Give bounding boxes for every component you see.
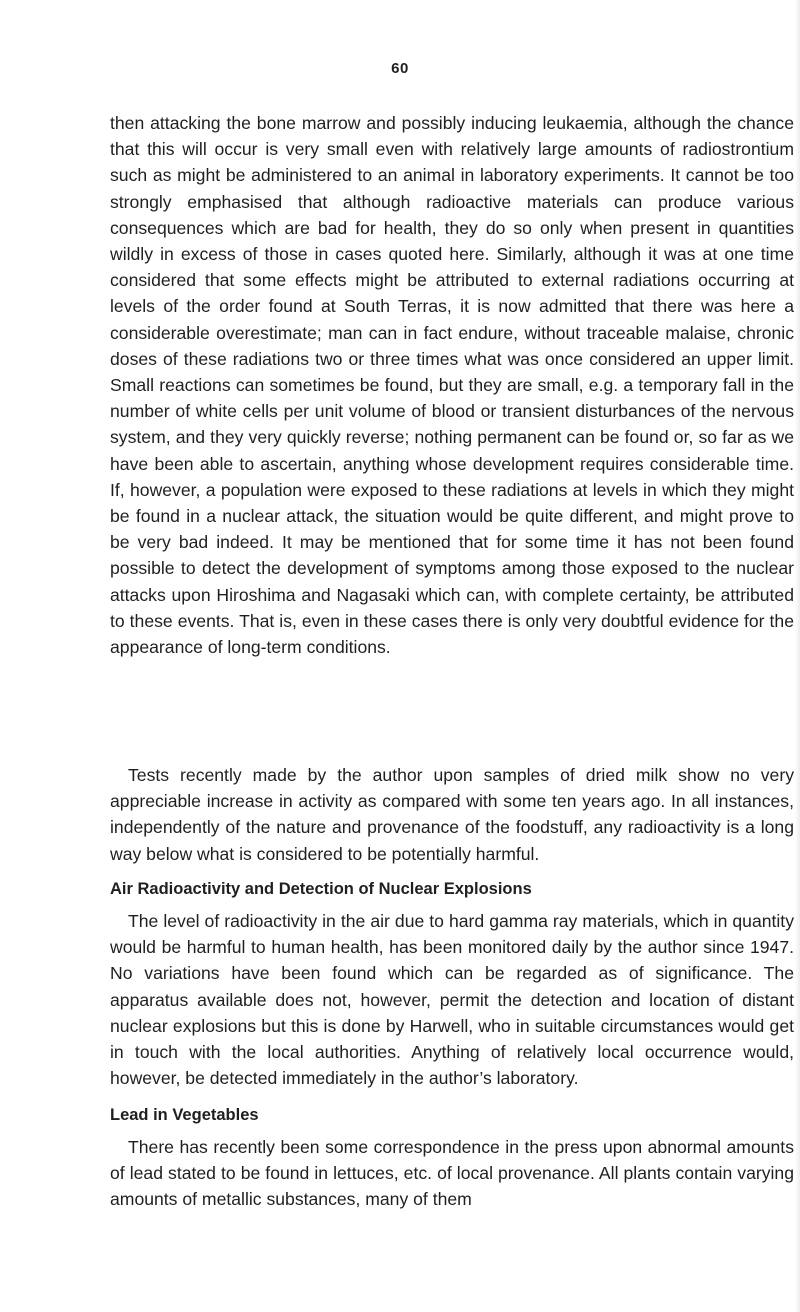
page-number: 60	[391, 60, 409, 77]
body-paragraph: Tests recently made by the author upon samples of dried milk show no very appreciable increase in activity as compared with some ten years ago. In all instances, independently of the nature and provenance of the foodstuff, any radioactivity is a long way below what is considered to be potentially harmful.	[110, 765, 794, 864]
section-heading: Lead in Vegetables	[110, 1106, 259, 1124]
page-edge-shadow	[795, 0, 800, 1312]
body-paragraph: then attacking the bone marrow and possibly inducing leukaemia, although the chance that this will occur is very small even with relatively large amounts of radiostrontium such as might be administered to an animal in laboratory experiments. It cannot be too strongly emphasised that although radioactive materials can produce various consequences which are bad for health, they do so only when present in quantities wildly in excess of those in cases quoted here. Similarly, although it was at one time considered that some effects might be attributed to external radiations occurring at levels of the order found at South Terras, it is now admitted that there was here a considerable overestimate; man can in fact endure, without traceable malaise, chronic doses of these radiations two or three times what was once considered an upper limit. Small reactions can sometimes be found, but they are small, e.g. a temporary fall in the number of white cells per unit volume of blood or transient disturbances of the nervous system, and they very quickly reverse; nothing permanent can be found or, so far as we have been able to ascertain, anything whose development requires considerable time. If, however, a population were exposed to these radiations at levels in which they might be found in a nuclear attack, the situation would be quite different, and might prove to be very bad indeed. It may be mentioned that for some time it has not been found possible to detect the development of symptoms among those exposed to the nuclear attacks upon Hiroshima and Nagasaki which can, with complete certainty, be attributed to these events. That is, even in these cases there is only very doubtful evidence for the appearance of long-term conditions.	[110, 113, 794, 658]
section-paragraph: There has recently been some correspondence in the press upon abnormal amounts of lead stated to be found in lettuces, etc. of local provenance. All plants contain varying amounts of metallic substances, many of them	[110, 1137, 794, 1210]
section-heading: Air Radioactivity and Detection of Nuclear Explosions	[110, 880, 532, 898]
section-paragraph: The level of radioactivity in the air due to hard gamma ray materials, which in quantity would be harmful to human health, has been monitored daily by the author since 1947. No variations have been found which can be regarded as of significance. The apparatus available does not, however, permit the detection and location of distant nuclear explosions but this is done by Harwell, who in suitable circumstances would get in touch with the local authorities. Anything of relatively local occurrence would, however, be detected immediately in the author’s laboratory.	[110, 911, 794, 1089]
